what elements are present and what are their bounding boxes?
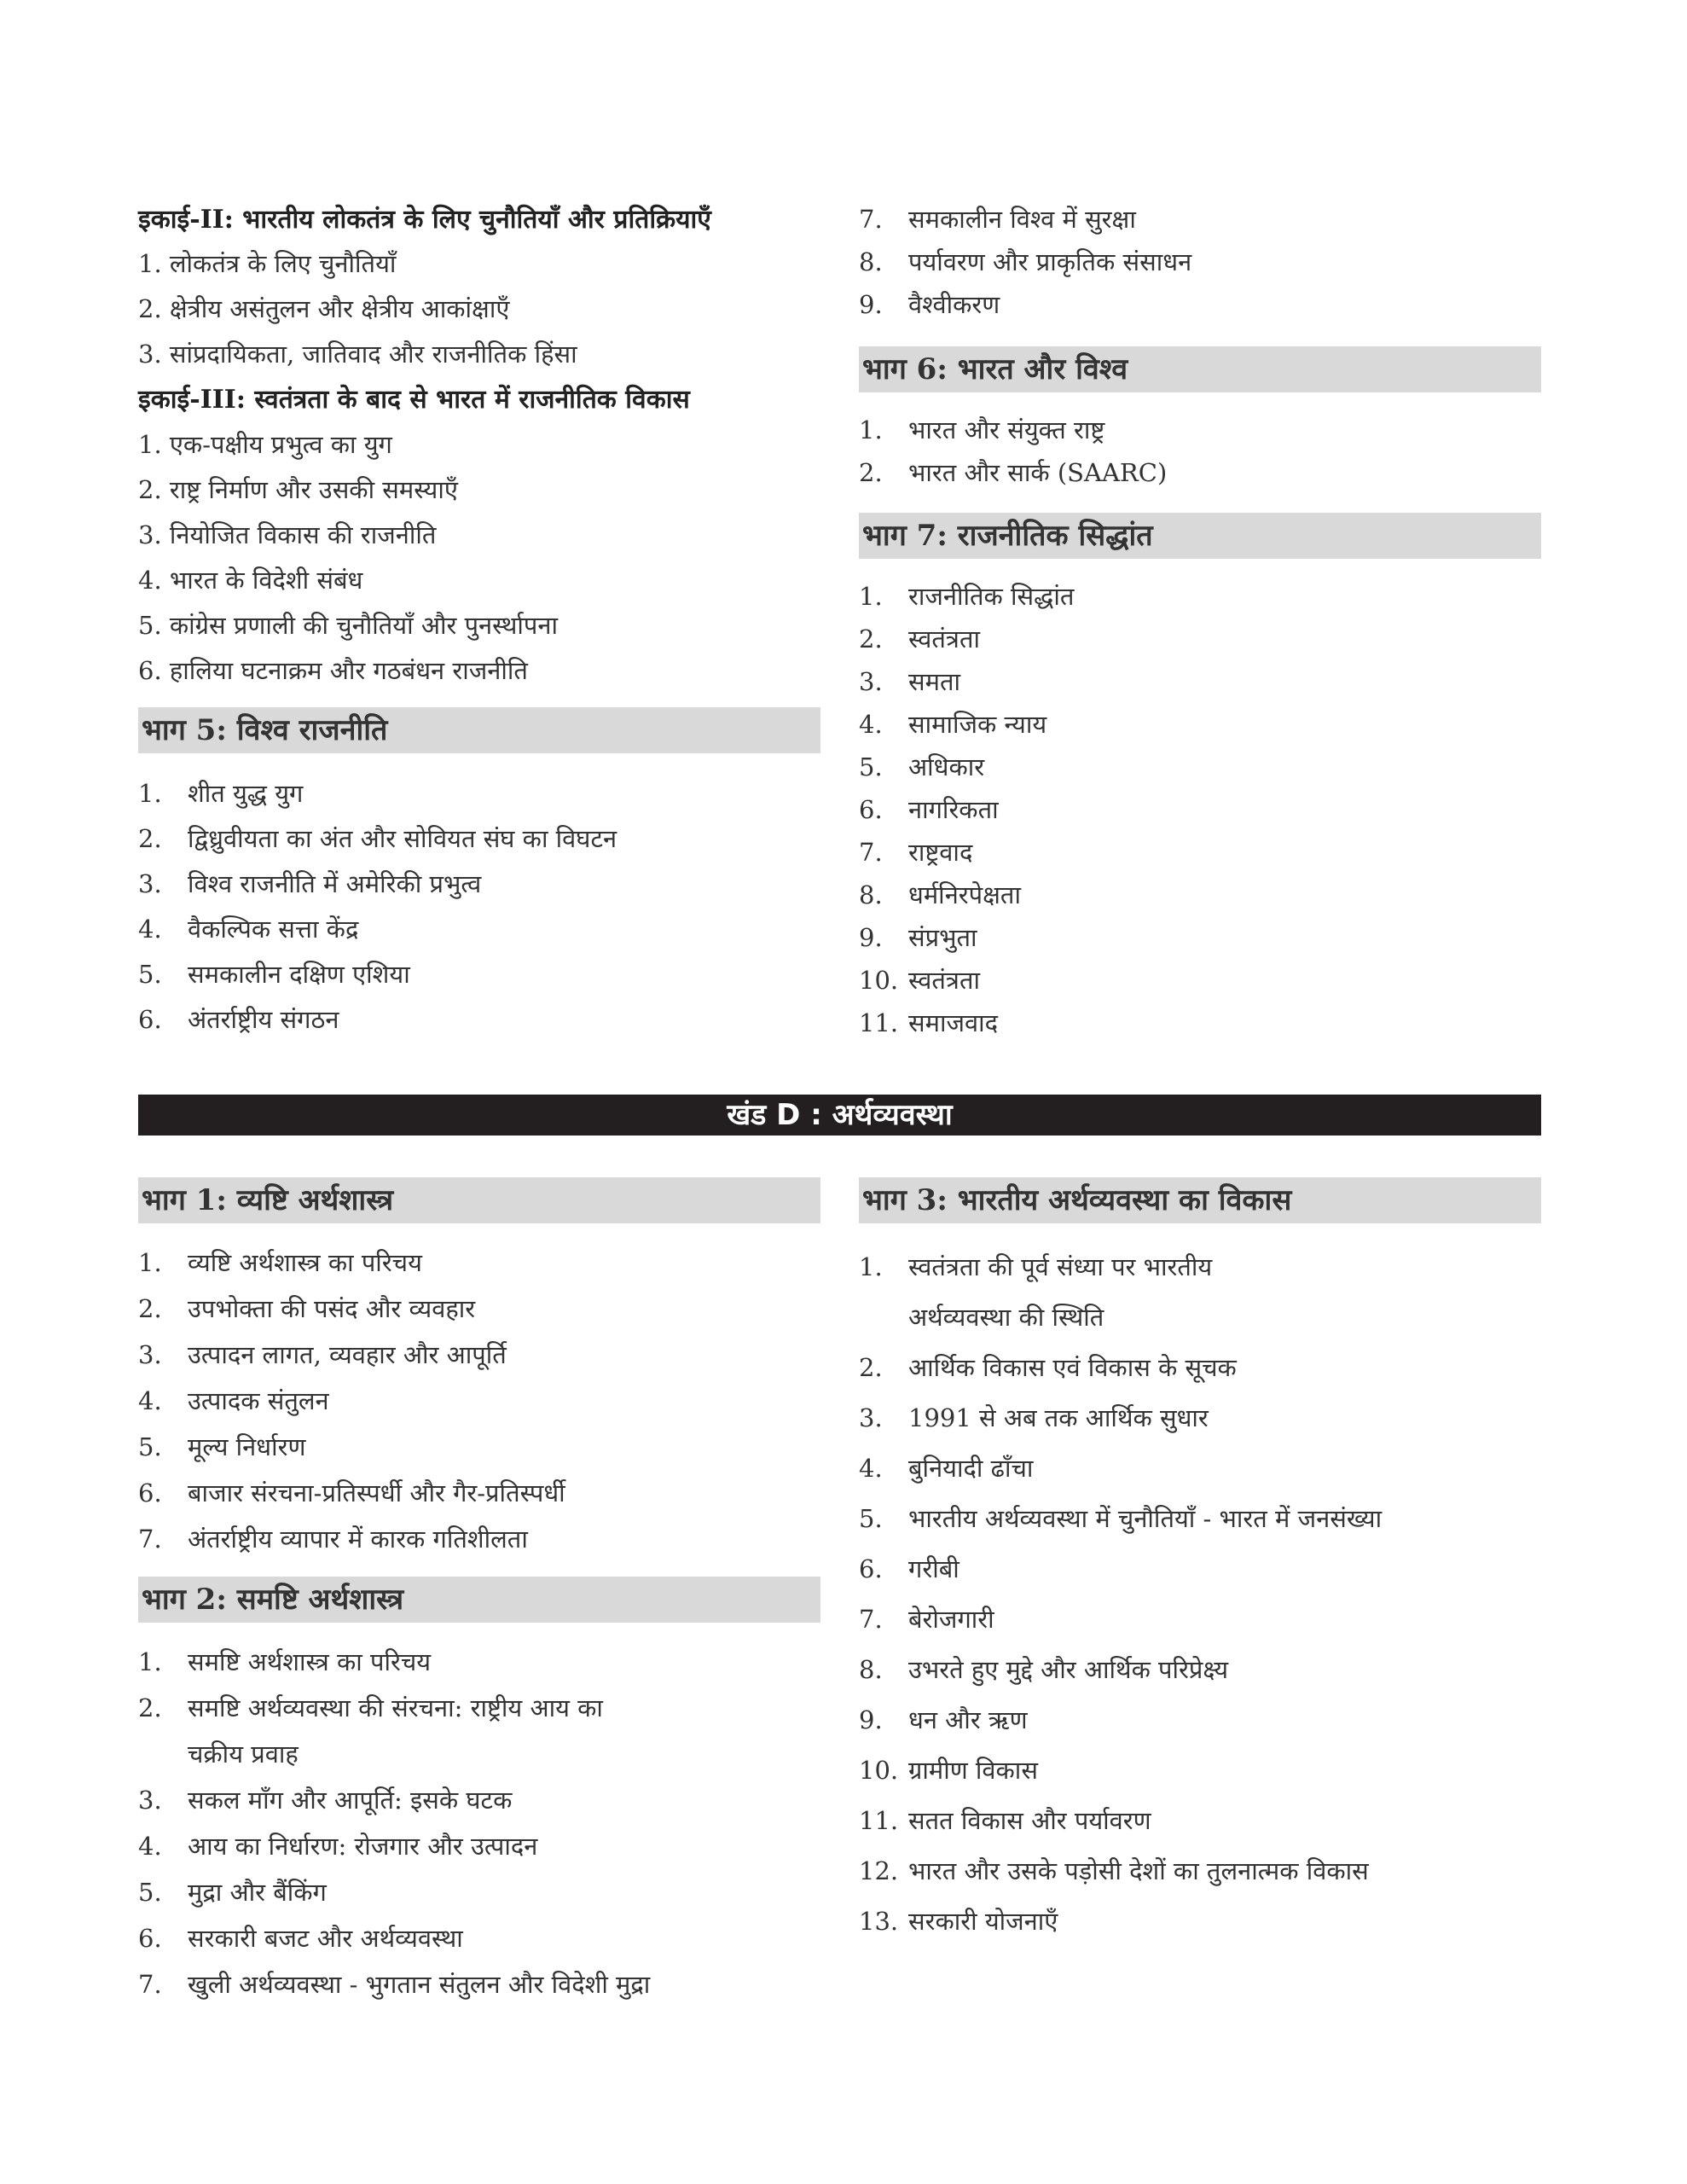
item-number: 3. [859,667,883,696]
item-number: 9. [859,290,883,319]
item-continuation: अर्थव्यवस्था की स्थिति [908,1303,1104,1332]
item-number: 1. [859,582,883,611]
item-text: वैश्वीकरण [908,290,1000,319]
eco-part-1-title: भाग 1: व्यष्टि अर्थशास्त्र [142,1183,394,1217]
item-number: 10. [859,966,899,995]
item-text: अंतर्राष्ट्रीय संगठन [188,1005,339,1034]
item-text: भारतीय अर्थव्यवस्था में चुनौतियाँ - भारत में जनसंख्या [908,1504,1383,1533]
item-text: सतत विकास और पर्यावरण [908,1806,1151,1835]
item-number: 4. [138,1386,162,1415]
item-text: शीत युद्ध युग [188,779,304,808]
item-number: 4. [138,915,162,944]
item-text: राजनीतिक सिद्धांत [908,582,1075,611]
item-number: 11. [859,1806,899,1835]
item-text: व्यष्टि अर्थशास्त्र का परिचय [188,1248,422,1277]
item-number: 7. [138,1970,162,1999]
item-text: समष्टि अर्थशास्त्र का परिचय [188,1647,432,1676]
part-5-header [138,707,820,753]
item-text: सरकारी योजनाएँ [908,1907,1058,1936]
item-text: सामाजिक न्याय [908,710,1047,739]
item-number: 4. [138,1832,162,1861]
section-d-title: खंड D : अर्थव्यवस्था [727,1098,953,1132]
unit-2-item: 1. लोकतंत्र के लिए चुनौतियाँ [138,249,397,278]
item-text: ग्रामीण विकास [908,1756,1038,1785]
item-text: खुली अर्थव्यवस्था - भुगतान संतुलन और विदेशी मुद्रा [188,1970,651,1999]
item-text: बेरोजगारी [908,1605,994,1634]
item-number: 11. [859,1008,899,1037]
item-number: 12. [859,1856,899,1885]
item-number: 5. [138,1878,162,1907]
item-number: 6. [859,1554,883,1583]
item-text: समकालीन विश्व में सुरक्षा [908,205,1136,234]
item-text: समष्टि अर्थव्यवस्था की संरचना: राष्ट्रीय आय का [188,1693,603,1722]
item-text: मुद्रा और बैंकिंग [188,1878,327,1907]
item-text: उत्पादक संतुलन [188,1386,329,1415]
item-number: 8. [859,880,883,909]
eco-part-1-header [138,1177,820,1223]
item-text: मूल्य निर्धारण [188,1432,306,1461]
item-number: 4. [859,1454,883,1483]
item-number: 9. [859,923,883,952]
unit-3-item: 6. हालिया घटनाक्रम और गठबंधन राजनीति [138,656,528,685]
item-number: 3. [138,869,162,898]
item-number: 7. [138,1525,162,1554]
item-text: द्विध्रुवीयता का अंत और सोवियत संघ का विघटन [188,824,617,853]
item-text: संप्रभुता [908,923,977,952]
item-number: 6. [859,795,883,824]
part-7-title: भाग 7: राजनीतिक सिद्धांत [862,519,1153,553]
part-5-title: भाग 5: विश्व राजनीति [142,713,388,747]
unit-3-item: 3. नियोजित विकास की राजनीति [138,520,437,549]
item-number: 1. [859,415,883,444]
item-text: भारत और संयुक्त राष्ट्र [908,415,1105,444]
item-number: 1. [138,779,162,808]
item-number: 4. [859,710,883,739]
item-number: 5. [138,1432,162,1461]
unit-2-item: 3. सांप्रदायिकता, जातिवाद और राजनीतिक हिंसा [138,340,577,369]
item-text: नागरिकता [908,795,999,824]
item-text: बाजार संरचना-प्रतिस्पर्धी और गैर-प्रतिस्पर्धी [188,1478,565,1507]
item-text: समता [908,667,960,696]
item-text: सकल माँग और आपूर्ति: इसके घटक [188,1786,513,1815]
unit-3-heading: इकाई-III: स्वतंत्रता के बाद से भारत में राजनीतिक विकास [138,385,690,415]
item-text: स्वतंत्रता की पूर्व संध्या पर भारतीय [908,1252,1213,1281]
item-number: 1. [138,1647,162,1676]
item-text: अंतर्राष्ट्रीय व्यापार में कारक गतिशीलता [188,1525,528,1554]
item-text: उपभोक्ता की पसंद और व्यवहार [188,1294,476,1323]
item-number: 1. [138,1248,162,1277]
item-text: सरकारी बजट और अर्थव्यवस्था [188,1924,463,1953]
item-text: आर्थिक विकास एवं विकास के सूचक [908,1353,1237,1382]
item-text: वैकल्पिक सत्ता केंद्र [188,915,359,944]
item-number: 8. [859,247,883,276]
item-text: बुनियादी ढाँचा [908,1454,1034,1483]
eco-part-2-title: भाग 2: समष्टि अर्थशास्त्र [142,1583,404,1617]
item-number: 9. [859,1705,883,1734]
item-number: 7. [859,1605,883,1634]
item-text: स्वतंत्रता [908,966,980,995]
item-continuation: चक्रीय प्रवाह [188,1740,299,1769]
item-number: 5. [859,752,883,781]
item-text: स्वतंत्रता [908,624,980,653]
item-text: आय का निर्धारण: रोजगार और उत्पादन [188,1832,538,1861]
eco-part-2-header [138,1577,820,1623]
item-number: 7. [859,838,883,867]
eco-part-3-header [859,1177,1541,1223]
unit-2-heading: इकाई-II: भारतीय लोकतंत्र के लिए चुनौतियाँ और प्रतिक्रियाएँ [138,205,711,235]
item-text: भारत और सार्क (SAARC) [908,458,1168,487]
item-number: 1. [859,1252,883,1281]
item-text: समकालीन दक्षिण एशिया [188,960,410,989]
item-text: धन और ऋण [908,1705,1028,1734]
part-6-header [859,346,1541,392]
unit-3-item: 1. एक-पक्षीय प्रभुत्व का युग [138,430,392,459]
item-text: उभरते हुए मुद्दे और आर्थिक परिप्रेक्ष्य [908,1655,1229,1684]
item-number: 2. [859,624,883,653]
item-text: राष्ट्रवाद [908,838,973,867]
item-text: भारत और उसके पड़ोसी देशों का तुलनात्मक विकास [908,1856,1369,1885]
unit-3-item: 2. राष्ट्र निर्माण और उसकी समस्याएँ [138,475,458,504]
unit-3-item: 4. भारत के विदेशी संबंध [138,566,363,595]
item-number: 2. [859,1353,883,1382]
item-text: समाजवाद [908,1008,999,1037]
item-text: उत्पादन लागत, व्यवहार और आपूर्ति [188,1340,507,1369]
item-number: 3. [138,1340,162,1369]
item-number: 2. [138,1693,162,1722]
part-6-title: भाग 6: भारत और विश्व [862,352,1128,386]
section-d-banner [138,1095,1541,1136]
item-number: 5. [859,1504,883,1533]
item-number: 2. [138,1294,162,1323]
item-text: अधिकार [908,752,985,781]
item-number: 13. [859,1907,899,1936]
part-7-header [859,513,1541,559]
eco-part-3-title: भाग 3: भारतीय अर्थव्यवस्था का विकास [862,1183,1292,1217]
item-number: 5. [138,960,162,989]
item-text: धर्मनिरपेक्षता [908,880,1021,909]
item-text: गरीबी [908,1554,959,1583]
item-number: 10. [859,1756,899,1785]
item-number: 2. [859,458,883,487]
unit-3-item: 5. कांग्रेस प्रणाली की चुनौतियाँ और पुनर्स्थापना [138,611,558,640]
item-number: 3. [138,1786,162,1815]
item-text: 1991 से अब तक आर्थिक सुधार [908,1403,1209,1432]
unit-2-item: 2. क्षेत्रीय असंतुलन और क्षेत्रीय आकांक्षाएँ [138,294,510,323]
item-number: 2. [138,824,162,853]
item-number: 7. [859,205,883,234]
item-number: 6. [138,1478,162,1507]
item-number: 3. [859,1403,883,1432]
item-text: विश्व राजनीति में अमेरिकी प्रभुत्व [188,869,482,898]
item-number: 6. [138,1005,162,1034]
item-number: 8. [859,1655,883,1684]
item-number: 6. [138,1924,162,1953]
item-text: पर्यावरण और प्राकृतिक संसाधन [908,247,1192,276]
